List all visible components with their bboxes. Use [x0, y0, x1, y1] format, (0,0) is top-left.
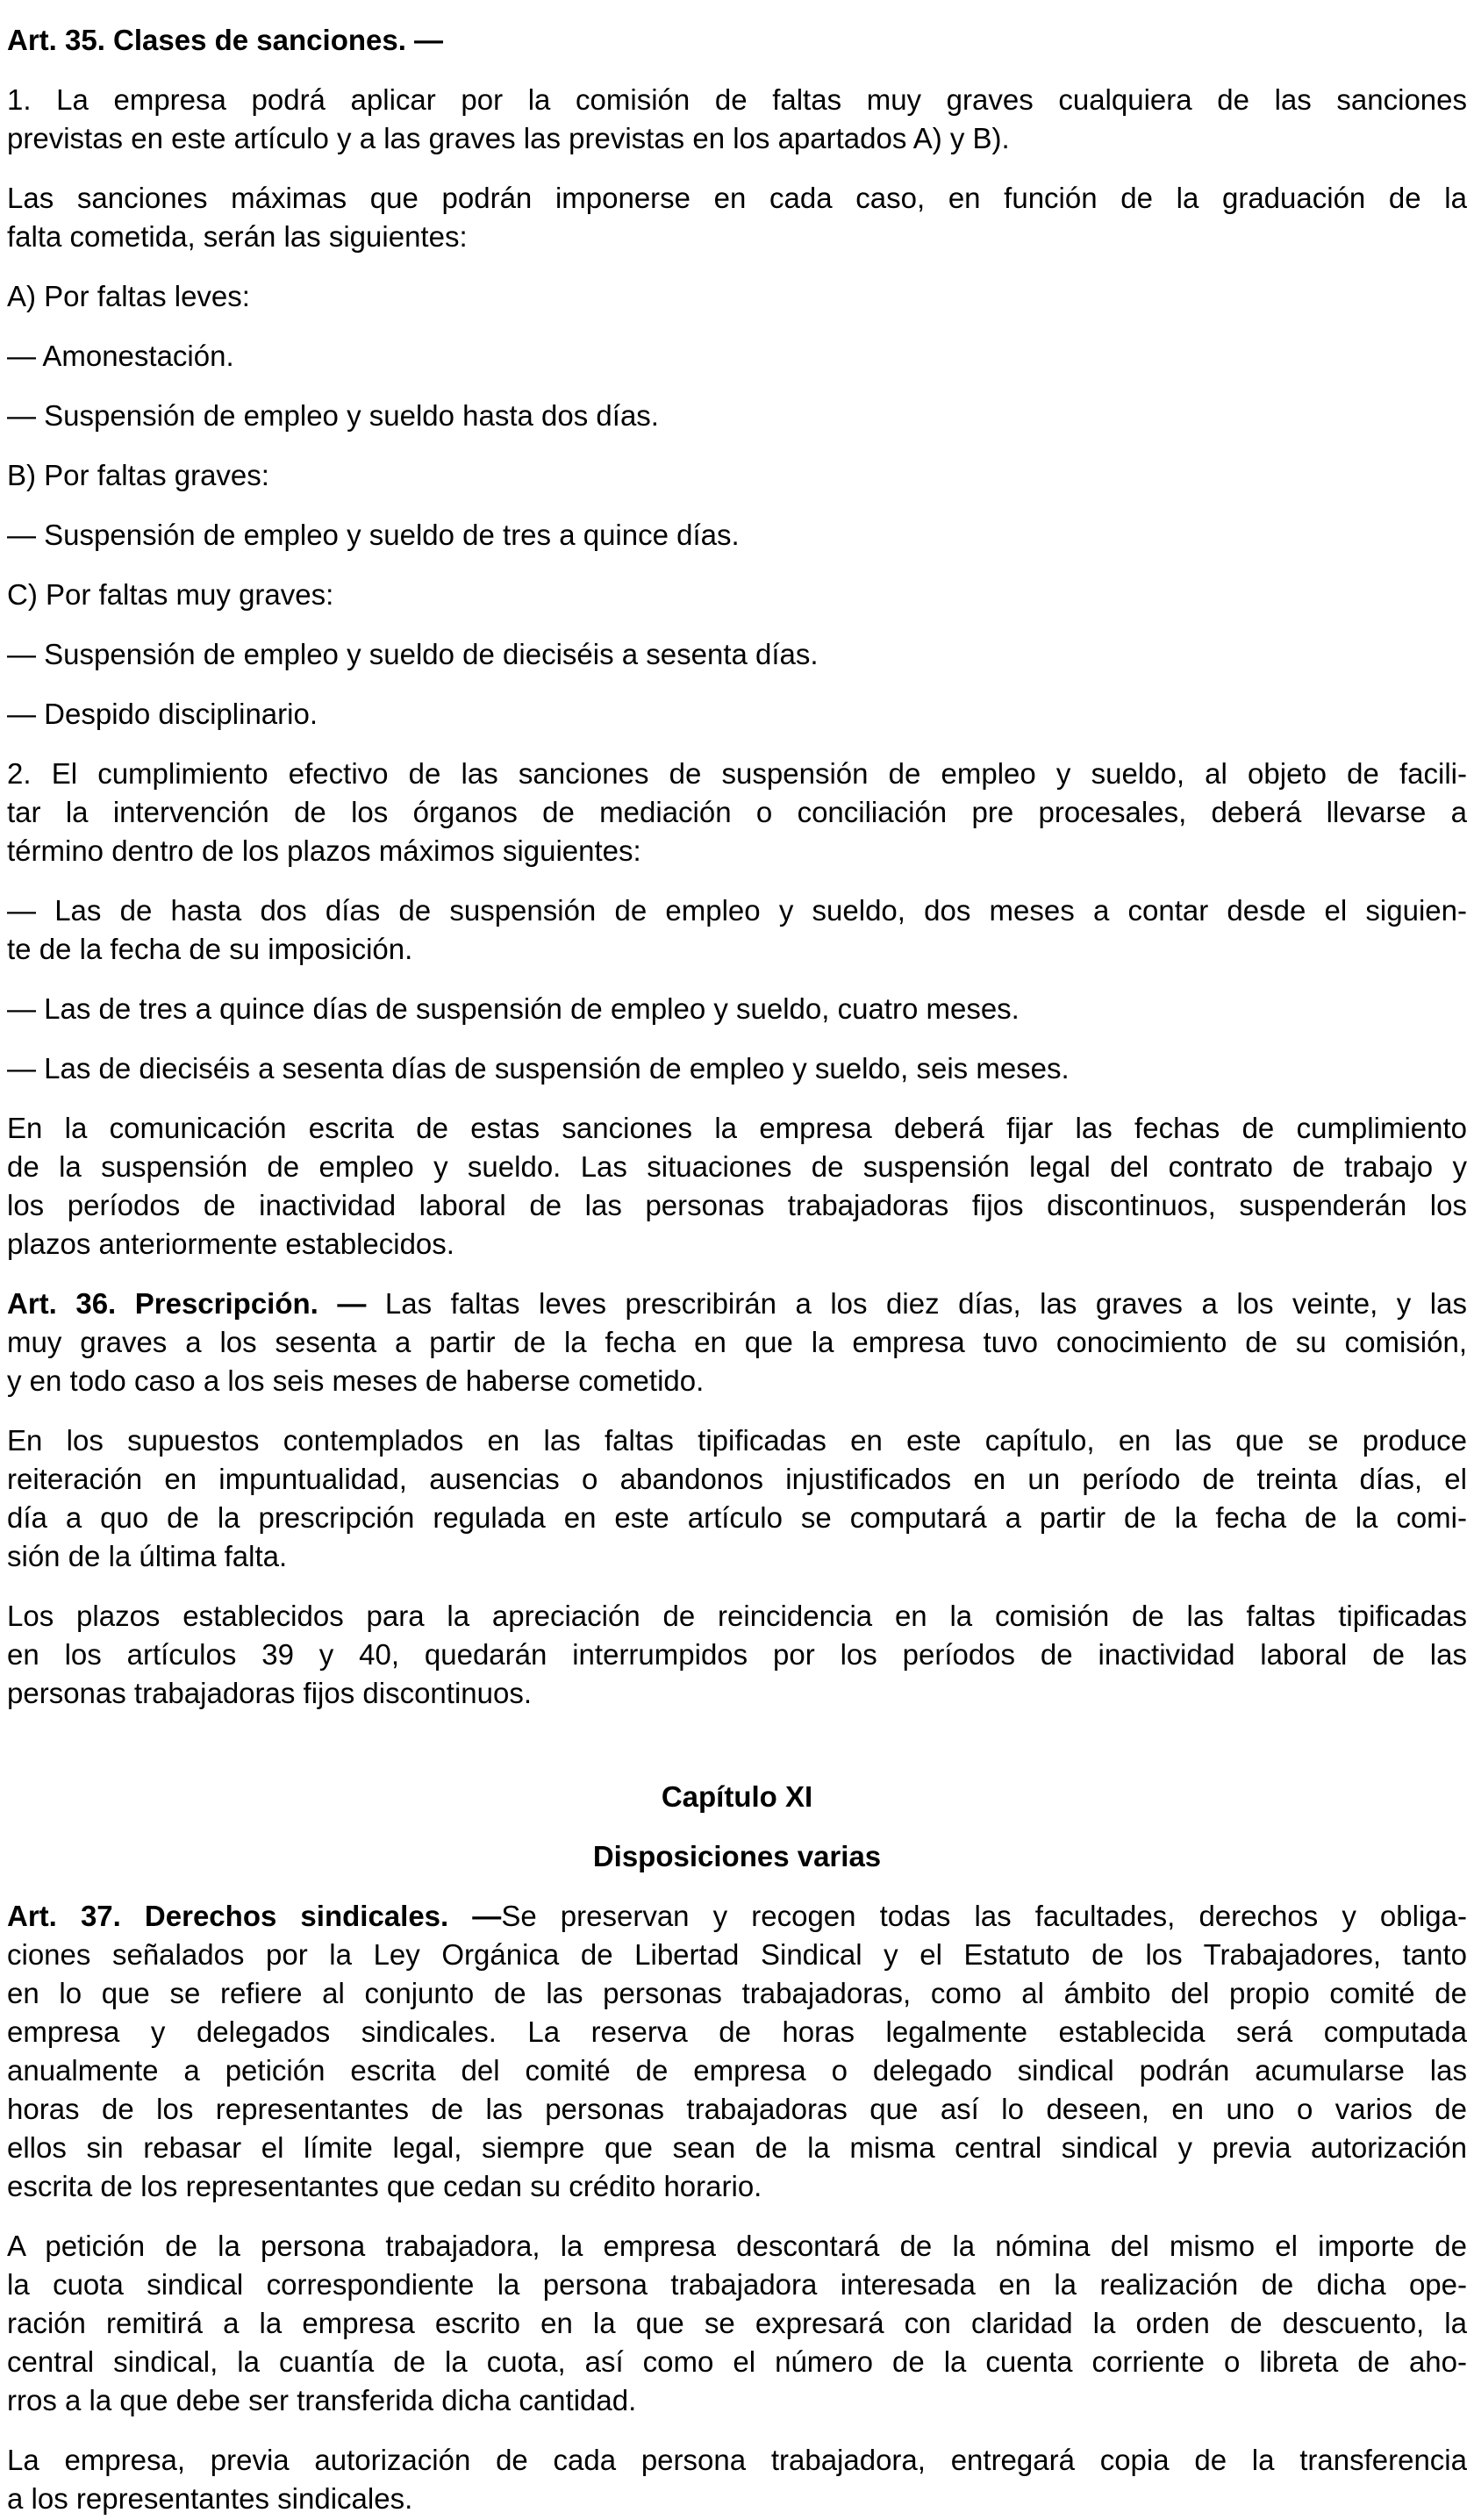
text-line [7, 119, 1467, 158]
text-line [7, 695, 1467, 734]
text-run: los períodos de inactividad laboral de las personas trabajadoras fijos discontinuos, suspenderán los [7, 1189, 1467, 1221]
text-line [7, 2266, 1467, 2304]
text-run: La empresa, previa autorización de cada persona trabajadora, entregará copia de la transferencia [7, 2444, 1467, 2476]
bold-text-run: Disposiciones varias [592, 1840, 882, 1872]
text-line [7, 1421, 1467, 1460]
text-run: rros a la que debe ser transferida dicha cantidad. [7, 2384, 637, 2416]
text-run: plazos anteriormente establecidos. [7, 1228, 454, 1260]
sancion-item-suspension-dos-dias [7, 397, 1467, 435]
bold-text-run: Art. 35. Clases de sanciones. — [7, 24, 444, 56]
text-line [7, 1362, 1467, 1400]
text-run: C) Por faltas muy graves: [7, 578, 334, 611]
text-line [7, 516, 1467, 555]
text-line [7, 2090, 1467, 2129]
text-run: — Amonestación. [7, 340, 234, 372]
text-run: previstas en este artículo y a las graves las previstas en los apartados A) y B). [7, 122, 1010, 154]
text-run: anualmente a petición escrita del comité de empresa o delegado sindical podrán acumularse las [7, 2054, 1467, 2087]
sancion-item-despido [7, 695, 1467, 734]
text-run: ellos sin rebasar el límite legal, siempre que sean de la misma central sindical y previa autorización [7, 2131, 1467, 2164]
text-line [7, 576, 1467, 614]
text-line [7, 1636, 1467, 1674]
text-line [7, 2381, 1467, 2420]
text-line [7, 1674, 1467, 1713]
text-run: A petición de la persona trabajadora, la empresa descontará de la nómina del mismo el importe de [7, 2230, 1467, 2262]
text-line [7, 2227, 1467, 2266]
faltas-leves-heading [7, 277, 1467, 316]
text-line [7, 81, 1467, 119]
faltas-muy-graves-heading [7, 576, 1467, 614]
text-run: tar la intervención de los órganos de mediación o conciliación pre procesales, deberá llevarse a [7, 796, 1467, 828]
art-35-para-2 [7, 179, 1467, 256]
text-run: horas de los representantes de las personas trabajadoras que así lo deseen, en uno o varios de [7, 2093, 1467, 2125]
text-line [7, 2051, 1467, 2090]
sancion-item-amonestacion [7, 337, 1467, 376]
chapter-heading [7, 1778, 1467, 1816]
text-line [7, 1778, 1467, 1816]
art-36-para-1 [7, 1285, 1467, 1400]
text-run: de la suspensión de empleo y sueldo. Las situaciones de suspensión legal del contrato de trabajo y [7, 1150, 1467, 1183]
text-line [7, 456, 1467, 495]
text-line [7, 179, 1467, 218]
plazo-item-dos-dias [7, 891, 1467, 969]
art-37-para-3 [7, 2441, 1467, 2518]
text-line [7, 2441, 1467, 2480]
text-run: término dentro de los plazos máximos siguientes: [7, 834, 641, 867]
text-line [7, 1974, 1467, 2013]
text-run: B) Por faltas graves: [7, 459, 269, 491]
bold-text-run: Capítulo XI [661, 1780, 813, 1813]
sancion-item-suspension-dieciseis-sesenta [7, 635, 1467, 674]
text-line [7, 1499, 1467, 1537]
text-run: 2. El cumplimiento efectivo de las sanciones de suspensión de empleo y sueldo, al objeto de facili- [7, 757, 1467, 790]
text-line [7, 397, 1467, 435]
text-run: a los representantes sindicales. [7, 2482, 413, 2515]
text-line [7, 1897, 1467, 1936]
text-run: falta cometida, serán las siguientes: [7, 220, 468, 253]
text-run: sión de la última falta. [7, 1540, 288, 1572]
art-35-heading [7, 21, 1467, 60]
text-run: día a quo de la prescripción regulada en este artículo se computará a partir de la fecha de la comi- [7, 1501, 1467, 1534]
text-run: personas trabajadoras fijos discontinuos. [7, 1677, 533, 1709]
text-line [7, 1936, 1467, 1974]
document-page [7, 21, 1467, 2518]
chapter-subheading [7, 1837, 1467, 1876]
bold-text-run: Art. 37. Derechos sindicales. — [7, 1900, 502, 1932]
text-line [7, 2129, 1467, 2167]
text-run: — Las de dieciséis a sesenta días de suspensión de empleo y sueldo, seis meses. [7, 1052, 1070, 1085]
art-36-para-2 [7, 1421, 1467, 1576]
text-line [7, 1597, 1467, 1636]
text-run: muy graves a los sesenta a partir de la fecha en que la empresa tuvo conocimiento de su comisión, [7, 1326, 1467, 1358]
text-line [7, 1285, 1467, 1323]
plazo-item-tres-quince [7, 990, 1467, 1028]
text-line [7, 2013, 1467, 2051]
text-run: — Las de tres a quince días de suspensión de empleo y sueldo, cuatro meses. [7, 992, 1020, 1025]
text-line [7, 1837, 1467, 1876]
text-run: Se preservan y recogen todas las facultades, derechos y obliga- [501, 1900, 1467, 1932]
plazo-item-dieciseis-sesenta [7, 1049, 1467, 1088]
text-line [7, 2167, 1467, 2206]
text-line [7, 755, 1467, 793]
art-37-para-1 [7, 1897, 1467, 2206]
text-line [7, 1460, 1467, 1499]
text-run: en lo que se refiere al conjunto de las personas trabajadoras, como al ámbito del propio comité de [7, 1977, 1467, 2009]
text-run: escrita de los representantes que cedan su crédito horario. [7, 2170, 762, 2202]
art-37-para-2 [7, 2227, 1467, 2420]
text-run: Las faltas leves prescribirán a los diez días, las graves a los veinte, y las [366, 1287, 1467, 1320]
text-line [7, 891, 1467, 930]
bold-text-run: Art. 36. Prescripción. — [7, 1287, 367, 1320]
text-line [7, 1323, 1467, 1362]
text-line [7, 1186, 1467, 1225]
text-line [7, 1537, 1467, 1576]
text-line [7, 218, 1467, 256]
text-run: — Suspensión de empleo y sueldo de tres a quince días. [7, 519, 740, 551]
text-run: empresa y delegados sindicales. La reserva de horas legalmente establecida será computada [7, 2015, 1467, 2048]
text-line [7, 1225, 1467, 1264]
sancion-item-suspension-tres-quince [7, 516, 1467, 555]
art-36-para-3 [7, 1597, 1467, 1713]
text-line [7, 21, 1467, 60]
text-run: — Las de hasta dos días de suspensión de empleo y sueldo, dos meses a contar desde el siguien- [7, 894, 1467, 927]
text-run: — Suspensión de empleo y sueldo hasta dos días. [7, 399, 659, 432]
text-line [7, 2480, 1467, 2518]
text-line [7, 1148, 1467, 1186]
text-run: reiteración en impuntualidad, ausencias o abandonos injustificados en un período de treinta días, el [7, 1463, 1467, 1495]
faltas-graves-heading [7, 456, 1467, 495]
text-run: y en todo caso a los seis meses de haberse cometido. [7, 1364, 705, 1397]
text-run: ración remitirá a la empresa escrito en la que se expresará con claridad la orden de descuento, la [7, 2307, 1467, 2339]
text-line [7, 1109, 1467, 1148]
text-run: — Despido disciplinario. [7, 698, 318, 730]
text-run: — Suspensión de empleo y sueldo de dieciséis a sesenta días. [7, 638, 819, 670]
text-line [7, 337, 1467, 376]
text-line [7, 635, 1467, 674]
text-run: en los artículos 39 y 40, quedarán interrumpidos por los períodos de inactividad laboral de las [7, 1638, 1467, 1671]
text-run: central sindical, la cuantía de la cuota, así como el número de la cuenta corriente o libreta de aho- [7, 2345, 1467, 2378]
text-run: la cuota sindical correspondiente la persona trabajadora interesada en la realización de dicha ope- [7, 2268, 1467, 2301]
art-35-para-4 [7, 1109, 1467, 1264]
text-line [7, 990, 1467, 1028]
text-line [7, 277, 1467, 316]
text-run: ciones señalados por la Ley Orgánica de Libertad Sindical y el Estatuto de los Trabajadores, tanto [7, 1938, 1467, 1971]
text-line [7, 930, 1467, 969]
text-line [7, 2343, 1467, 2381]
art-35-para-1 [7, 81, 1467, 158]
text-run: A) Por faltas leves: [7, 280, 250, 312]
text-run: te de la fecha de su imposición. [7, 933, 413, 965]
text-run: 1. La empresa podrá aplicar por la comisión de faltas muy graves cualquiera de las sanciones [7, 83, 1467, 116]
text-run: Los plazos establecidos para la apreciación de reincidencia en la comisión de las faltas tipificadas [7, 1600, 1467, 1632]
text-run: En la comunicación escrita de estas sanciones la empresa deberá fijar las fechas de cumplimiento [7, 1112, 1467, 1144]
text-run: Las sanciones máximas que podrán imponerse en cada caso, en función de la graduación de la [7, 182, 1467, 214]
text-line [7, 2304, 1467, 2343]
text-line [7, 1049, 1467, 1088]
art-35-para-3 [7, 755, 1467, 870]
text-line [7, 793, 1467, 832]
text-run: En los supuestos contemplados en las faltas tipificadas en este capítulo, en las que se produce [7, 1424, 1467, 1457]
text-line [7, 832, 1467, 870]
